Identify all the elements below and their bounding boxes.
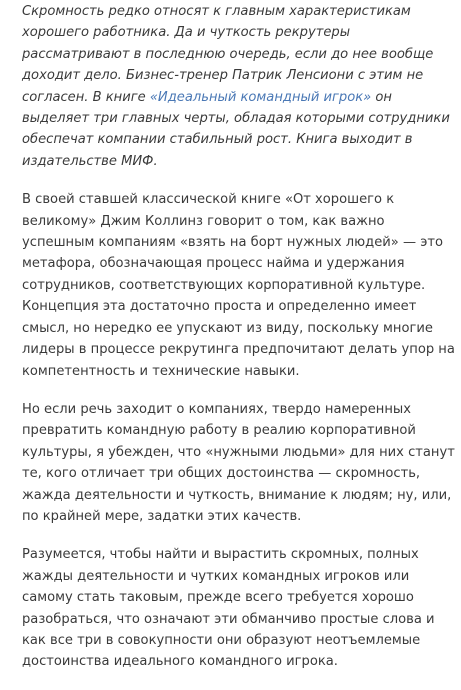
book-title-link[interactable]: «Идеальный командный игрок»: [149, 89, 372, 105]
paragraph-2: Но если речь заходит о компаниях, твердо намеренных превратить командную работу в реалию корпоративной культуры, я убежден, что «нужными людьми» для них станут те, кого отличает три общих достоинства — скромность, жажда деятельности и чуткость, внимание к людям; ну, или, по крайней мере, задатки этих качеств.: [22, 401, 455, 524]
paragraph-1: В своей ставшей классической книге «От хорошего к великому» Джим Коллинз говорит о том, как важно успешным компаниям «взять на борт нужных людей» — это метафора, обозначающая процесс найма и удержания сотрудников, соответствующих корпоративной культуре. Концепция эта достаточно проста и определенно имеет смысл, но нередко ее упускают из виду, поскольку многие лидеры в процессе рекрутинга предпочитают делать упор на компетентность и технические навыки.: [22, 192, 455, 379]
lead-text-after-link: он выделяет три главных черты, обладая которыми сотрудники обеспечат компании стабильный рост. Книга выходит в издательстве МИФ.: [22, 89, 450, 169]
lead-text-before-link: Скромность редко относят к главным характеристикам хорошего работника. Да и чуткость рекрутеры рассматривают в последнюю очередь, если до нее вообще доходит дело. Бизнес-тренер Патрик Ленсиони с этим не согласен. В книге: [22, 4, 434, 105]
paragraph-3: Разумеется, чтобы найти и вырастить скромных, полных жажды деятельности и чутких командных игроков или самому стать таковым, прежде всего требуется хорошо разобраться, что означают эти обманчиво простые слова и как все три в совокупности они образуют неотъемлемые достоинства идеального командного игрока.: [22, 547, 435, 670]
article-lead: [22, 0, 459, 172]
article-body: [22, 0, 459, 690]
